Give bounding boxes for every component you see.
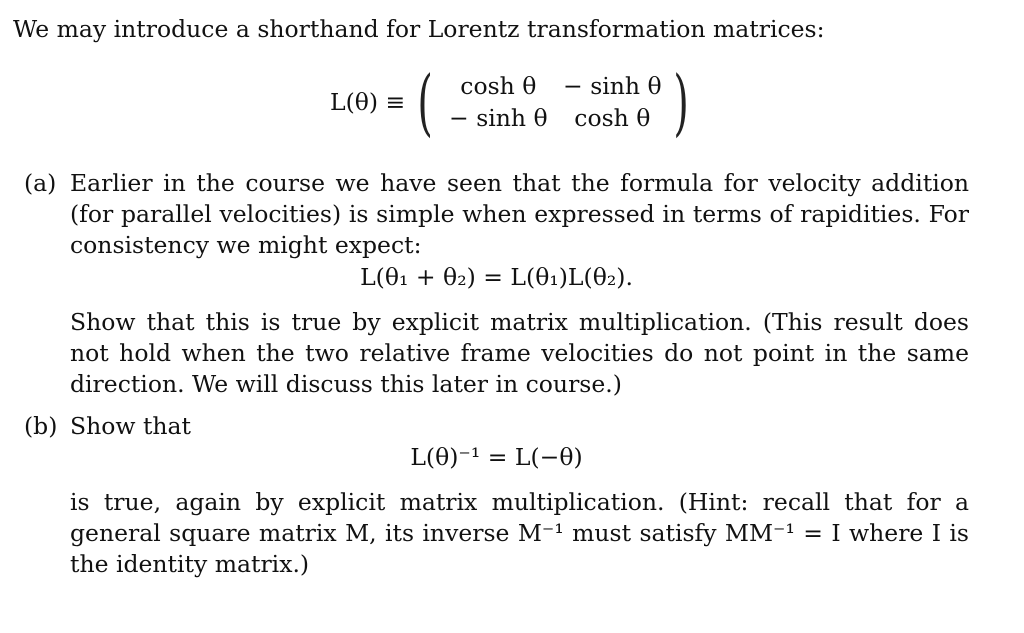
part-a-text2: Show that this is true by explicit matrix multiplication. (This result does not hold when the two relative frame velocities do not point in the same direction. We will discuss this later in course.): [70, 308, 969, 398]
part-a: [24, 168, 969, 398]
matrix-entry-21: − sinh θ: [449, 104, 548, 132]
matrix: [439, 71, 667, 133]
matrix-entry-11: cosh θ: [460, 72, 537, 100]
intro-text: We may introduce a shorthand for Lorentz transformation matrices:: [13, 15, 825, 43]
matrix-entry-12: − sinh θ: [563, 72, 662, 100]
part-b: [24, 411, 969, 591]
lorentz-matrix-equation: [330, 60, 695, 144]
part-b-text2: is true, again by explicit matrix multiplication. (Hint: recall that for a general square matrix M, its inverse M⁻¹ must satisfy MM⁻¹ = I where I is the identity matrix.): [70, 488, 969, 578]
part-b-equation: L(θ)⁻¹ = L(−θ): [410, 443, 583, 471]
equation-lhs: L(θ) ≡: [330, 87, 406, 116]
part-b-text1: Show that: [70, 412, 191, 440]
left-paren: (: [417, 60, 434, 144]
part-a-text1: Earlier in the course we have seen that the formula for velocity addition (for parallel velocities) is simple when expressed in terms of rapidities. For consistency we might expect:: [70, 169, 969, 259]
matrix-entry-22: cosh θ: [574, 104, 651, 132]
part-a-equation: L(θ₁ + θ₂) = L(θ₁)L(θ₂).: [360, 263, 633, 291]
part-b-label: (b): [24, 412, 58, 440]
right-paren: ): [673, 60, 690, 144]
part-a-label: (a): [24, 169, 57, 197]
